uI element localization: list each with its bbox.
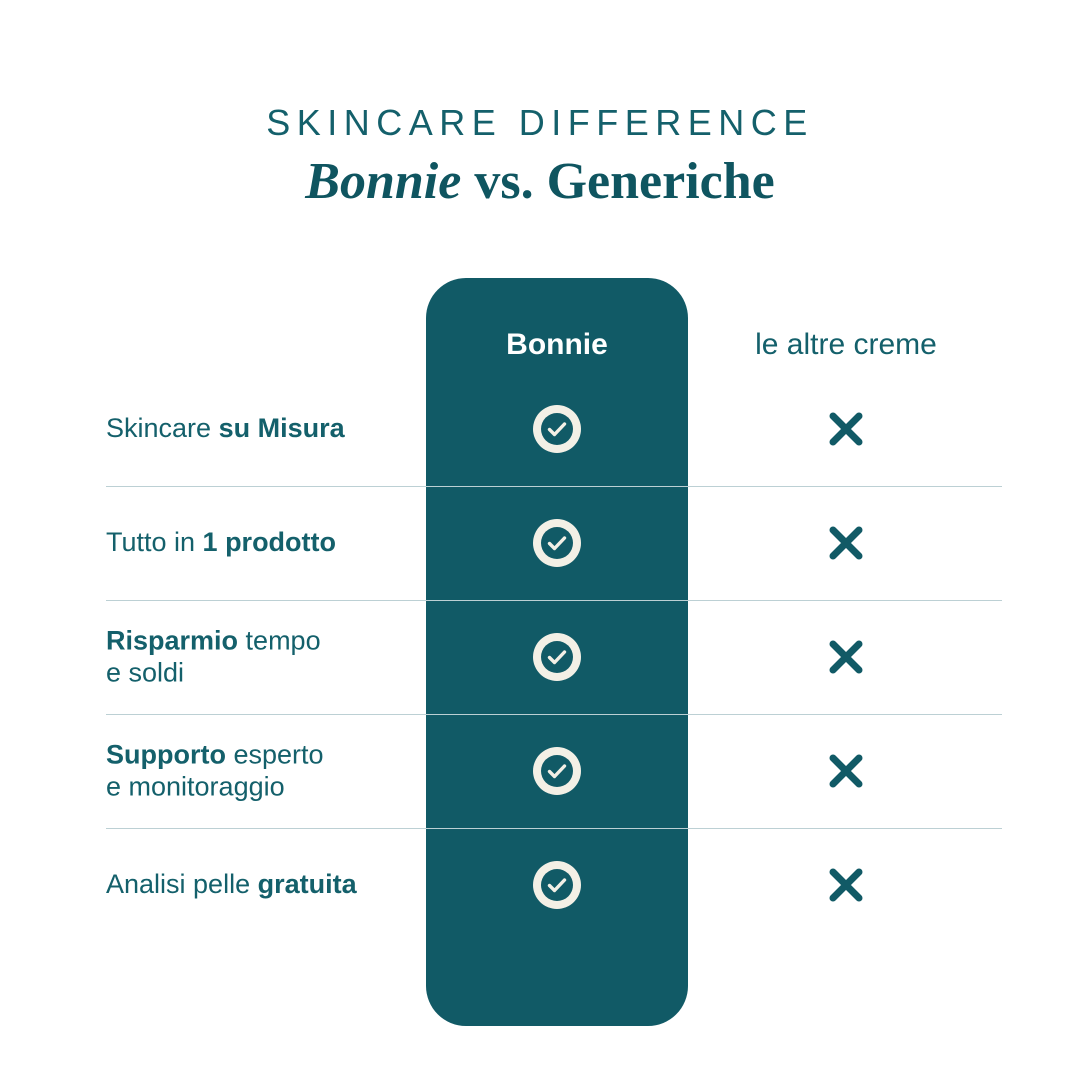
table-row [0,714,1080,828]
check-circle-icon [533,519,581,567]
check-circle-icon [533,747,581,795]
table-rows [0,372,1080,942]
row-label-bold: Supporto [106,739,226,770]
row-label-tail: esperto [225,739,324,770]
row-label [106,625,426,688]
page-title [0,152,1080,212]
row-label [106,527,426,559]
cross-icon [824,635,868,679]
cell-others [690,714,1002,828]
row-label-bold: 1 prodotto [202,527,337,558]
row-label-bold: Risparmio [106,625,239,656]
row-label-line2: e soldi [106,657,185,687]
row-label-tail: tempo [238,625,321,656]
cell-bonnie [426,828,688,942]
cell-others [690,828,1002,942]
cell-bonnie [426,714,688,828]
cross-icon [824,863,868,907]
brand-name: Bonnie [305,152,462,210]
cell-bonnie [426,486,688,600]
table-row [0,828,1080,942]
row-label-plain: Skincare [106,413,219,444]
row-label-bold: su Misura [218,413,345,444]
cross-icon [824,521,868,565]
cell-bonnie [426,372,688,486]
table-row [0,372,1080,486]
cell-others [690,372,1002,486]
table-row [0,486,1080,600]
cross-icon [824,407,868,451]
cell-bonnie [426,600,688,714]
check-circle-icon [533,633,581,681]
row-label-plain: Tutto in [106,527,203,558]
row-label [106,739,426,802]
table-row [0,600,1080,714]
row-label-plain: Analisi pelle [106,869,258,900]
cell-others [690,600,1002,714]
cell-others [690,486,1002,600]
eyebrow-title: SKINCARE DIFFERENCE [266,102,814,143]
row-label [106,413,426,445]
check-circle-icon [533,861,581,909]
page-title-rest: vs. Generiche [461,152,775,210]
row-label-line2: e monitoraggio [106,771,285,801]
row-label [106,869,426,901]
row-label-bold: gratuita [257,869,357,900]
check-circle-icon [533,405,581,453]
column-header-others: le altre creme [755,328,937,361]
cross-icon [824,749,868,793]
header [0,104,1080,212]
column-header-bonnie: Bonnie [506,328,608,361]
